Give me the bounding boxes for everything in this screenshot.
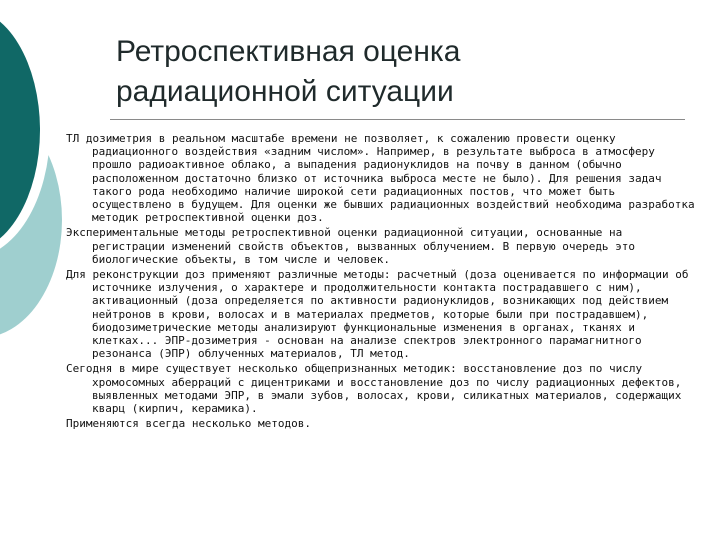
paragraph-experimental-methods: Экспериментальные методы ретроспективной оценки радиационной ситуации, основанные на регистрации изменений свойств объектов, вызванных облучением. В первую очередь это биологические объекты, в том числе и человек. xyxy=(66,226,636,266)
decorative-arc-shapes xyxy=(0,0,70,540)
paragraph-dose-reconstruction: Для реконструкции доз применяют различные методы: расчетный (доза оценивается по информации об источнике излучения, о характере и продолжительности контакта пострадавшего с ним), активационный (доза определяется по активности радионуклидов, возникающих под действием нейтронов в крови, волосах и в материалах предметов, которые были при пострадавшем), биодозиметрические методы анализируют функциональные изменения в органах, тканях и клетках... ЭПР-дозиметрия - основан на анализе спектров электронного парамагнитного резонанса (ЭПР) облученных материалов, ТЛ метод. xyxy=(66,268,689,361)
decorative-teal-arcs xyxy=(0,0,70,540)
slide-body xyxy=(66,132,700,432)
paragraph-recognized-methods: Сегодня в мире существует несколько общепризнанных методик: восстановление доз по числу хромосомных аберраций с дицентриками и восстановление доз по числу радиационных дефектов, выявленных методами ЭПР, в эмали зубов, волосах, крови, силикатных материалов, содержащих кварц (кирпич, керамика). xyxy=(66,362,682,416)
slide-title-line-1: Ретроспективная оценка xyxy=(116,35,461,68)
paragraph-several-methods: Применяются всегда несколько методов. xyxy=(66,417,312,431)
paragraph-tl-dosimetry: ТЛ дозиметрия в реальном масштабе времени не позволяет, к сожалению провести оценку радиационного воздействия «задним числом». Например, в результате выброса в атмосферу прошло радиоактивное облако, а выпадения радионуклидов на почву в данном (обычно расположенном достаточно близко от источника выброса месте не было). Для решения задач такого рода необходимо наличие широкой сети радиационных постов, что может быть осуществлено в будущем. Для оценки же бывших радиационных воздействий необходима разработка методик ретроспективной оценки доз. xyxy=(66,132,695,225)
title-divider xyxy=(110,119,685,120)
slide-title xyxy=(116,32,676,112)
slide-title-line-2: радиационной ситуации xyxy=(116,75,454,108)
